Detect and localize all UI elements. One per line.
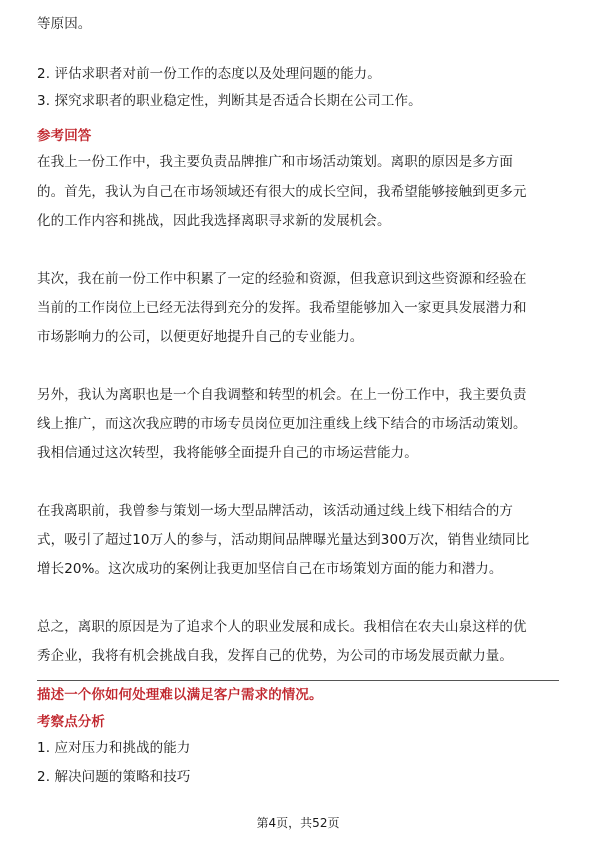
paragraph-line: 线上推广，而这次我应聘的市场专员岗位更加注重线上线下结合的市场活动策划。 [37,416,527,432]
paragraph-line: 在我上一份工作中，我主要负责品牌推广和市场活动策划。离职的原因是多方面 [37,154,513,170]
paragraph-line: 增长20%。这次成功的案例让我更加坚信自己在市场策划方面的能力和潜力。 [37,561,503,577]
paragraph-line: 式，吸引了超过10万人的参与，活动期间品牌曝光量达到300万次，销售业绩同比 [37,532,530,548]
list-item: 2. 评估求职者对前一份工作的态度以及处理问题的能力。 [37,66,381,82]
question-title: 描述一个你如何处理难以满足客户需求的情况。 [37,687,323,703]
paragraph-line: 市场影响力的公司，以便更好地提升自己的专业能力。 [37,329,364,345]
paragraph-line: 在我离职前，我曾参与策划一场大型品牌活动，该活动通过线上线下相结合的方 [37,503,513,519]
list-item: 3. 探究求职者的职业稳定性，判断其是否适合长期在公司工作。 [37,93,422,109]
paragraph-line: 秀企业，我将有机会挑战自我，发挥自己的优势，为公司的市场发展贡献力量。 [37,648,513,664]
paragraph-line: 总之，离职的原因是为了追求个人的职业发展和成长。我相信在农夫山泉这样的优 [37,619,527,635]
paragraph-line: 化的工作内容和挑战，因此我选择离职寻求新的发展机会。 [37,213,391,229]
paragraph-line: 另外，我认为离职也是一个自我调整和转型的机会。在上一份工作中，我主要负责 [37,387,527,403]
section-heading-reference-answer: 参考回答 [37,128,92,144]
page-number: 第4页，共52页 [256,816,340,830]
list-item: 2. 解决问题的策略和技巧 [37,769,191,785]
paragraph-line: 当前的工作岗位上已经无法得到充分的发挥。我希望能够加入一家更具发展潜力和 [37,300,527,316]
section-heading-analysis: 考察点分析 [37,714,105,730]
section-divider [37,680,559,681]
list-item: 1. 应对压力和挑战的能力 [37,740,191,756]
paragraph-line: 的。首先，我认为自己在市场领域还有很大的成长空间，我希望能够接触到更多元 [37,184,527,200]
paragraph-line: 我相信通过这次转型，我将能够全面提升自己的市场运营能力。 [37,445,418,461]
document-page [37,0,559,842]
paragraph-line: 其次，我在前一份工作中积累了一定的经验和资源，但我意识到这些资源和经验在 [37,271,527,287]
text-line: 等原因。 [37,16,92,32]
